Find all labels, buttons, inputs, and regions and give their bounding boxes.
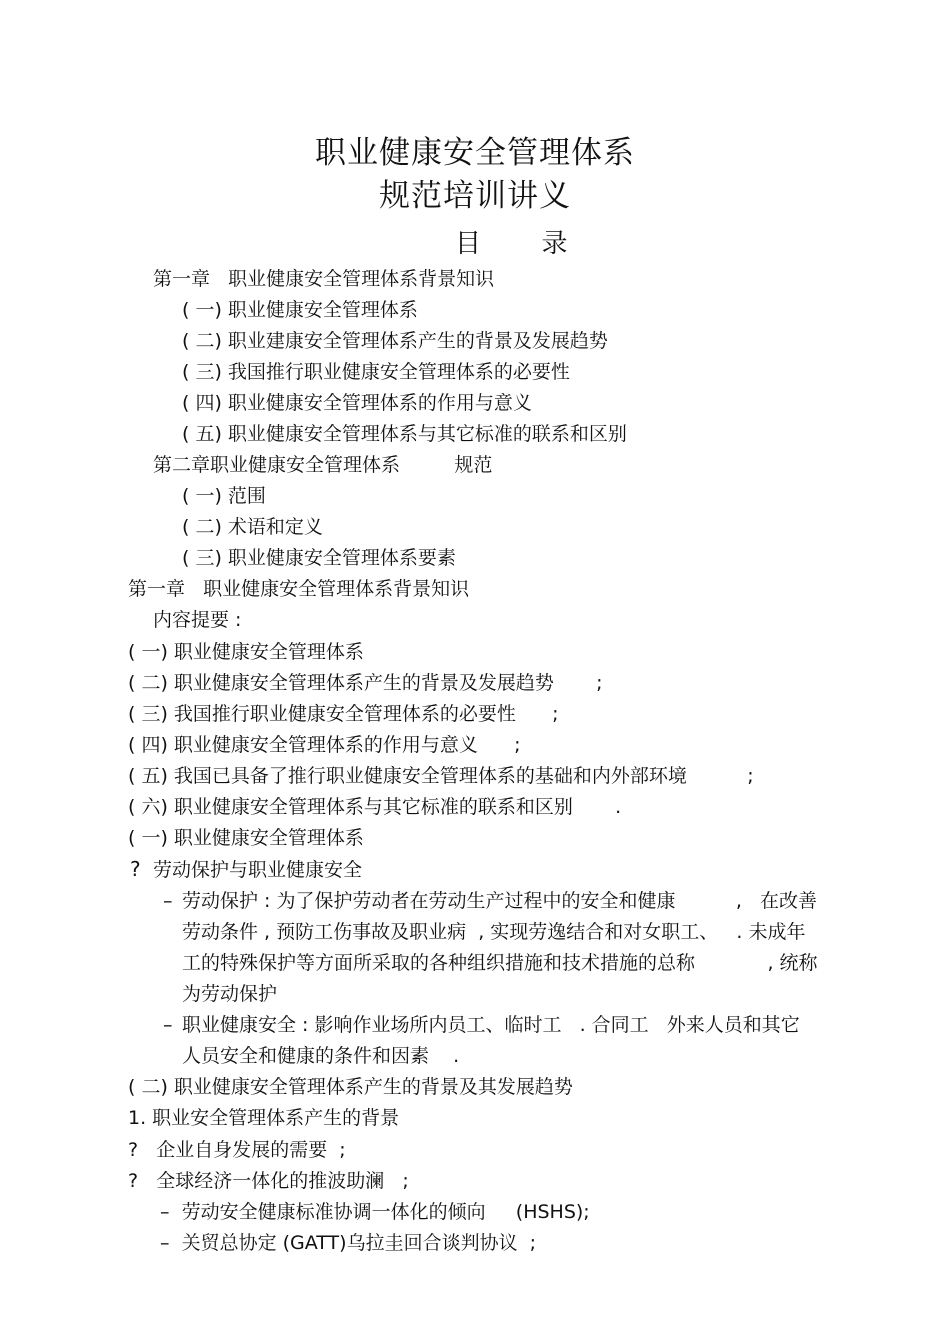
question-item: ? 企业自身发展的需要 ; — [128, 1139, 346, 1161]
summary-item: ( 三) 我国推行职业健康安全管理体系的必要性 ; — [128, 703, 559, 725]
toc-item: ( 三) 我国推行职业健康安全管理体系的必要性 — [182, 361, 570, 383]
toc-item: ( 五) 职业健康安全管理体系与其它标准的联系和区别 — [182, 423, 627, 445]
summary-item: ( 一) 职业健康安全管理体系 — [128, 641, 364, 663]
toc-item: ( 二) 职业建康安全管理体系产生的背景及发展趋势 — [182, 330, 608, 352]
section-heading: ( 一) 职业健康安全管理体系 — [128, 827, 364, 849]
toc-chapter-2: 第二章职业健康安全管理体系 规范 — [153, 454, 493, 476]
question-item: ? 全球经济一体化的推波助澜 ; — [128, 1170, 409, 1192]
toc-item: ( 一) 范围 — [182, 485, 266, 507]
toc-item: ( 四) 职业健康安全管理体系的作用与意义 — [182, 392, 532, 414]
summary-item: ( 二) 职业健康安全管理体系产生的背景及发展趋势 ; — [128, 672, 603, 694]
toc-chapter-1: 第一章 职业健康安全管理体系背景知识 — [153, 268, 495, 290]
toc-heading — [455, 226, 568, 262]
dash-bullet: – — [163, 1014, 173, 1036]
question-bullet: ? — [130, 857, 141, 881]
dash-item: – 关贸总协定 (GATT)乌拉圭回合谈判协议 ; — [160, 1232, 537, 1254]
document-subtitle: 规范培训讲义 — [379, 178, 571, 214]
dash-item: – 劳动安全健康标准协调一体化的倾向 (HSHS); — [160, 1201, 590, 1223]
definition-line: 职业健康安全 : 影响作业场所内员工、临时工 . 合同工 外来人员和其它 — [182, 1014, 800, 1036]
definition-line: 人员安全和健康的条件和因素 . — [182, 1045, 460, 1067]
section-heading: ( 二) 职业健康安全管理体系产生的背景及其发展趋势 — [128, 1076, 573, 1098]
subsection-heading: 1. 职业安全管理体系产生的背景 — [128, 1107, 400, 1129]
toc-item: ( 三) 职业健康安全管理体系要素 — [182, 547, 456, 569]
toc-heading-char-1: 目 — [455, 229, 482, 259]
summary-item: ( 五) 我国已具备了推行职业健康安全管理体系的基础和内外部环境 ; — [128, 765, 754, 787]
summary-item: ( 四) 职业健康安全管理体系的作用与意义 ; — [128, 734, 521, 756]
definition-line: 劳动条件 , 预防工伤事故及职业病 , 实现劳逸结合和对女职工、 . 未成年 — [182, 921, 806, 943]
toc-heading-char-2: 录 — [541, 229, 568, 259]
definition-line: 劳动保护 : 为了保护劳动者在劳动生产过程中的安全和健康 , 在改善 — [182, 890, 818, 912]
toc-item: ( 二) 术语和定义 — [182, 516, 323, 538]
document-title: 职业健康安全管理体系 — [315, 135, 635, 171]
chapter-heading: 第一章 职业健康安全管理体系背景知识 — [128, 578, 470, 600]
topic-heading: 劳动保护与职业健康安全 — [153, 859, 363, 881]
toc-item: ( 一) 职业健康安全管理体系 — [182, 299, 418, 321]
definition-line: 工的特殊保护等方面所采取的各种组织措施和技术措施的总称 , 统称 — [182, 952, 818, 974]
summary-item: ( 六) 职业健康安全管理体系与其它标准的联系和区别 . — [128, 796, 622, 818]
summary-label: 内容提要 : — [153, 609, 242, 631]
definition-line: 为劳动保护 — [182, 983, 278, 1005]
dash-bullet: – — [163, 890, 173, 912]
